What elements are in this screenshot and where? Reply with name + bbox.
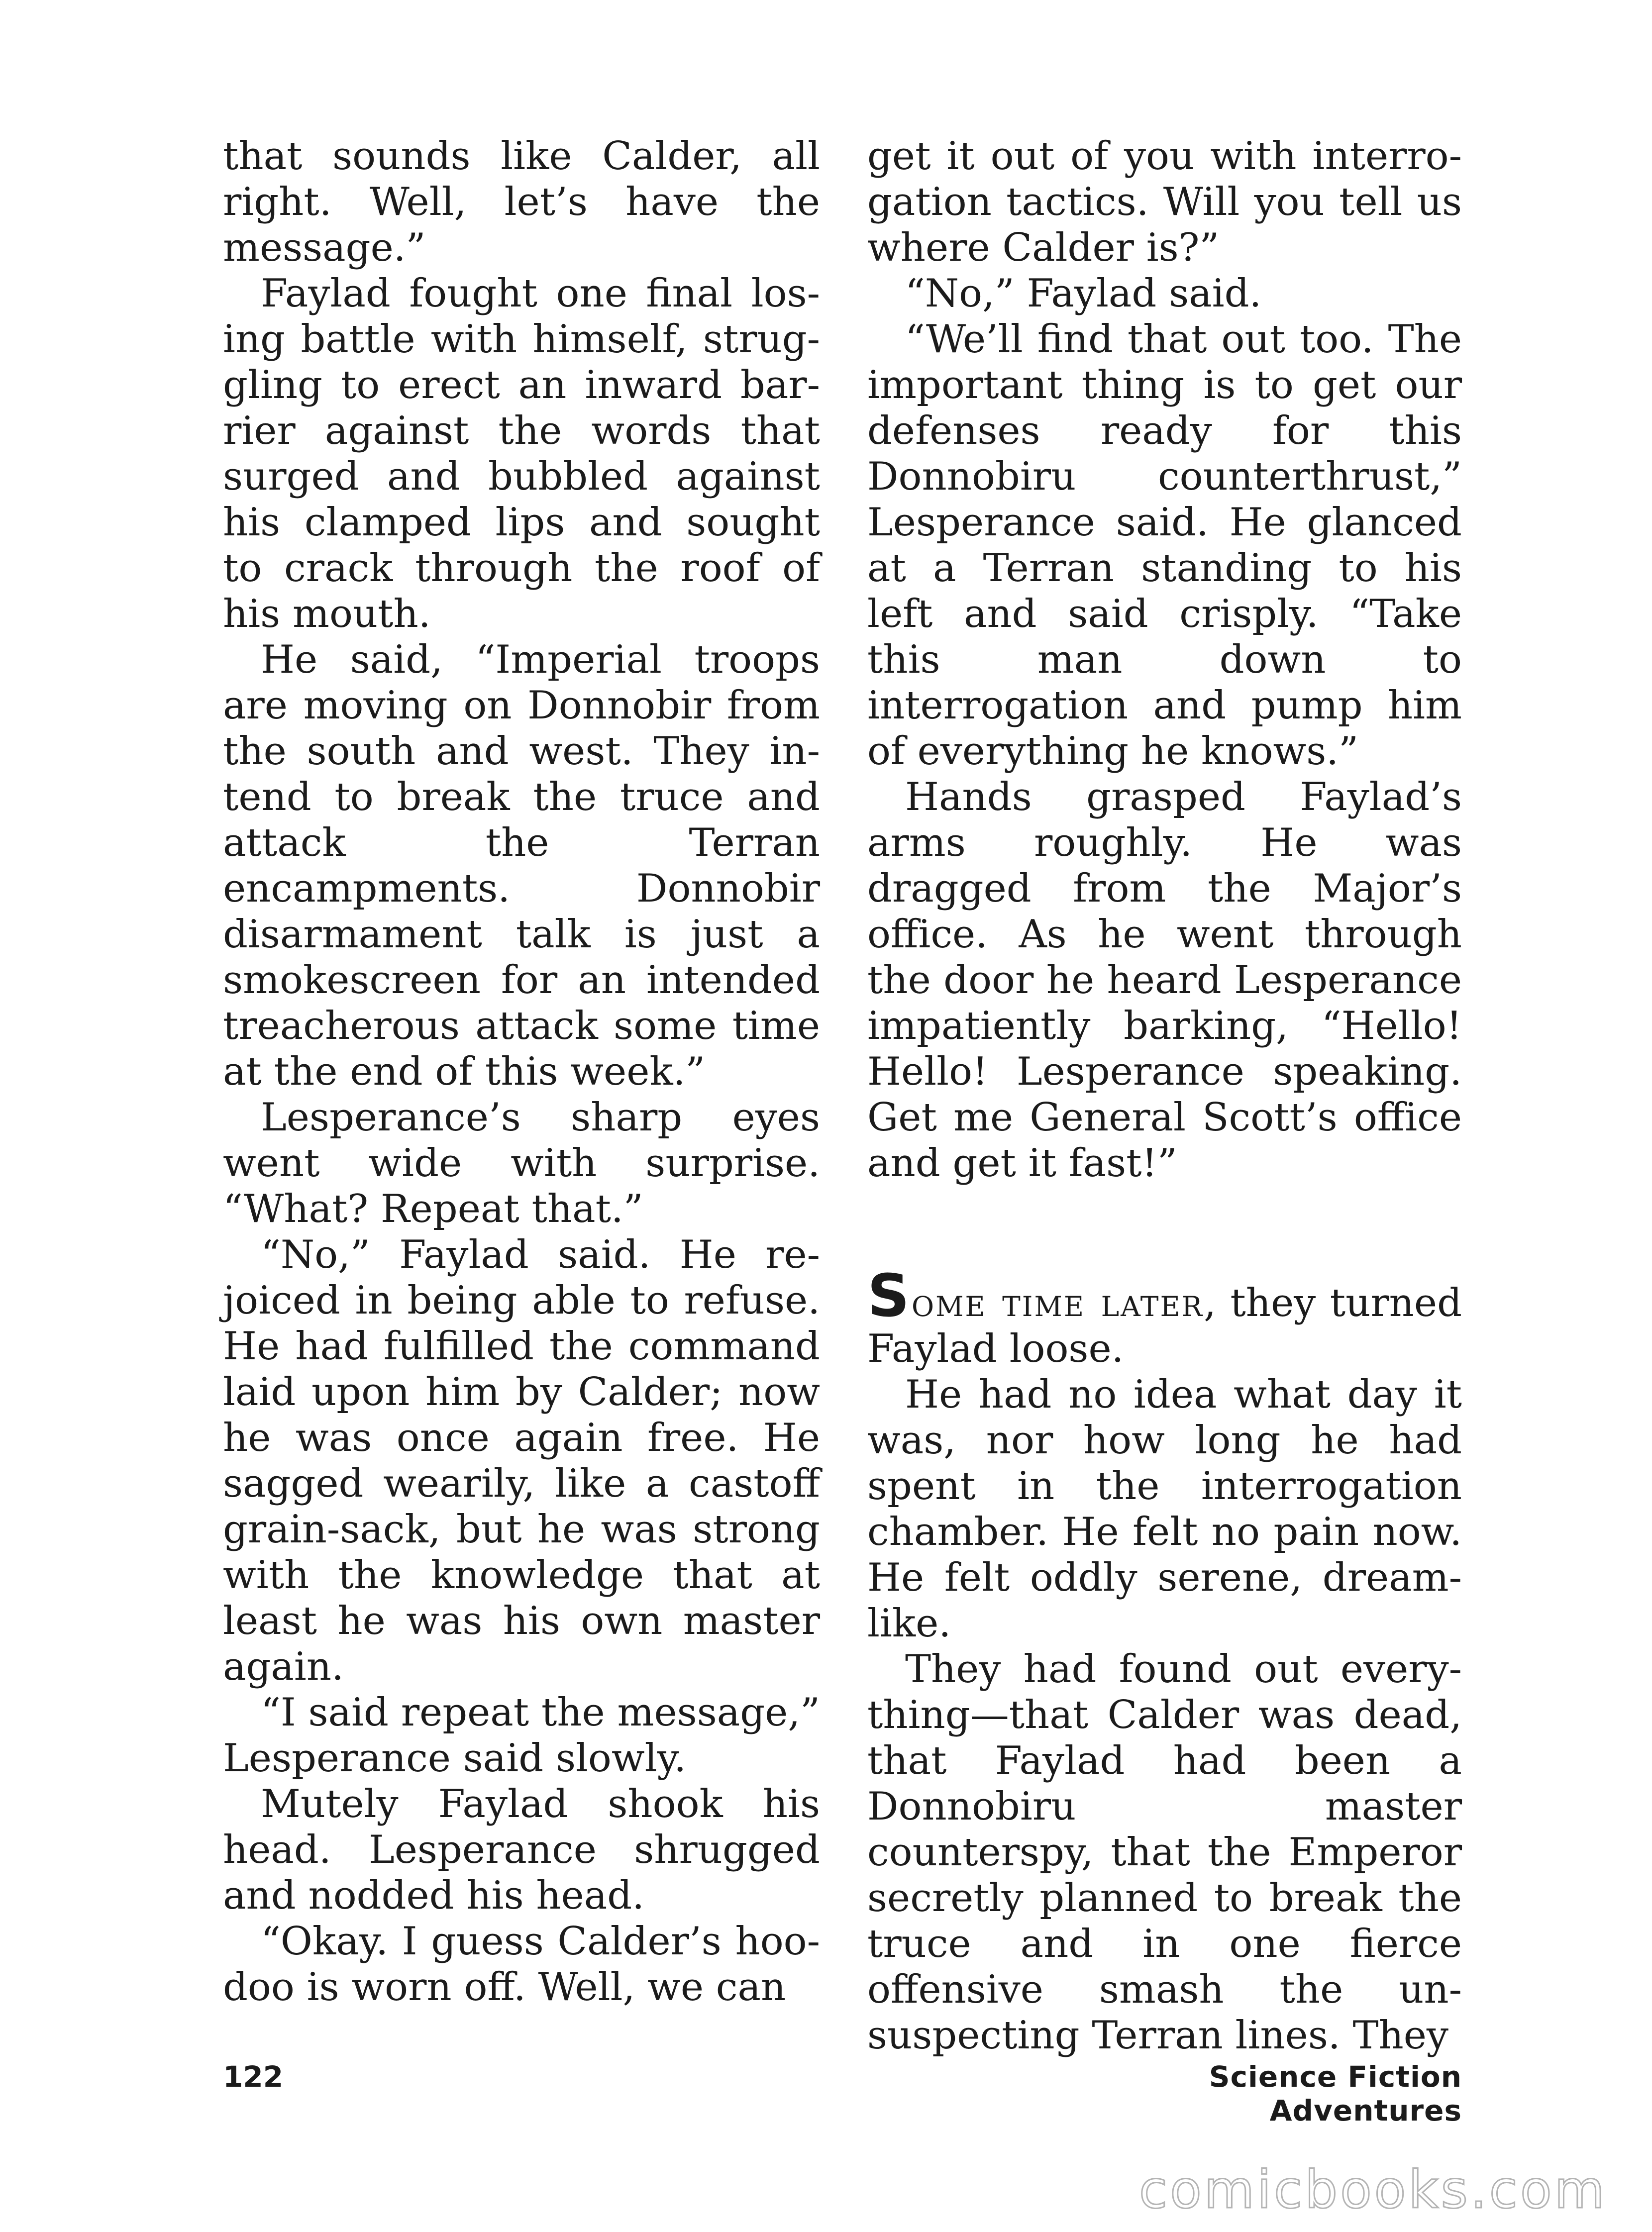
right-text-column [867, 133, 1462, 2058]
paragraph: “Okay. I guess Calder’s hoodoo is worn off. Well, we can [223, 1919, 820, 2010]
small-caps-lead: ome time later [912, 1281, 1204, 1325]
magazine-title: Science Fiction Adventures [1209, 2060, 1462, 2128]
paragraph: He had no idea what day it was, nor how long he had spent in the interrogation chamber. He felt no pain now. He felt oddly serene, dreamlike. [867, 1372, 1462, 1646]
paragraph: They had found out everything—that Calder was dead, that Faylad had been a Donnobiru master counterspy, that the Emperor secretly planned to break the truce and in one fierce offensive smash the unsuspecting Terran lines. They [867, 1647, 1462, 2058]
section-break [867, 1186, 1462, 1276]
paragraph-text: , they turned Faylad loose. [867, 1281, 1462, 1371]
paragraph: Lesperance’s sharp eyes went wide with surprise. “What? Repeat that.” [223, 1095, 820, 1231]
paragraph: that sounds like Calder, all right. Well, let’s have the message.” [223, 134, 820, 270]
paragraph: Mutely Faylad shook his head. Lesperance shrugged and nodded his head. [223, 1782, 820, 1918]
watermark: comicbooks.com [1138, 2159, 1607, 2220]
paragraph: “No,” Faylad said. He rejoiced in being able to refuse. He had fulfilled the command laid upon him by Calder; now he was once again free. He sagged wearily, like a castoff grain-sack, but he was strong with the knowledge that at least he was his own master again. [223, 1232, 820, 1689]
paragraph: Hands grasped Faylad’s arms roughly. He was dragged from the Major’s office. As he went through the door he heard Lesperance impatiently barking, “Hello! Hello! Lesperance speaking. Get me General Scott’s office and get it fast!” [867, 775, 1462, 1186]
page-number: 122 [223, 2060, 284, 2094]
left-text-column [223, 133, 820, 2010]
paragraph: He said, “Imperial troops are moving on Donnobir from the south and west. They intend to break the truce and attack the Terran encampments. Donnobir disarmament talk is just a smokescreen for an intended treacherous attack some time at the end of this week.” [223, 637, 820, 1094]
paragraph: “I said repeat the message,” Lesperance said slowly. [223, 1690, 820, 1781]
section-opening-paragraph [867, 1261, 1462, 1372]
paragraph: “No,” Faylad said. [905, 271, 1262, 316]
paragraph: Faylad fought one final losing battle with himself, struggling to erect an inward barrier against the words that surged and bubbled against his clamped lips and sought to crack through the roof of his mouth. [223, 271, 820, 636]
paragraph: “We’ll find that out too. The important thing is to get our defenses ready for this Donnobiru counterthrust,” Lesperance said. He glanced at a Terran standing to his left and said crisply. “Take this man down to interrogation and pump him of everything he knows.” [867, 317, 1462, 774]
paragraph: get it out of you with interrogation tactics. Will you tell us where Calder is?” [867, 134, 1462, 270]
drop-cap: S [867, 1261, 912, 1330]
